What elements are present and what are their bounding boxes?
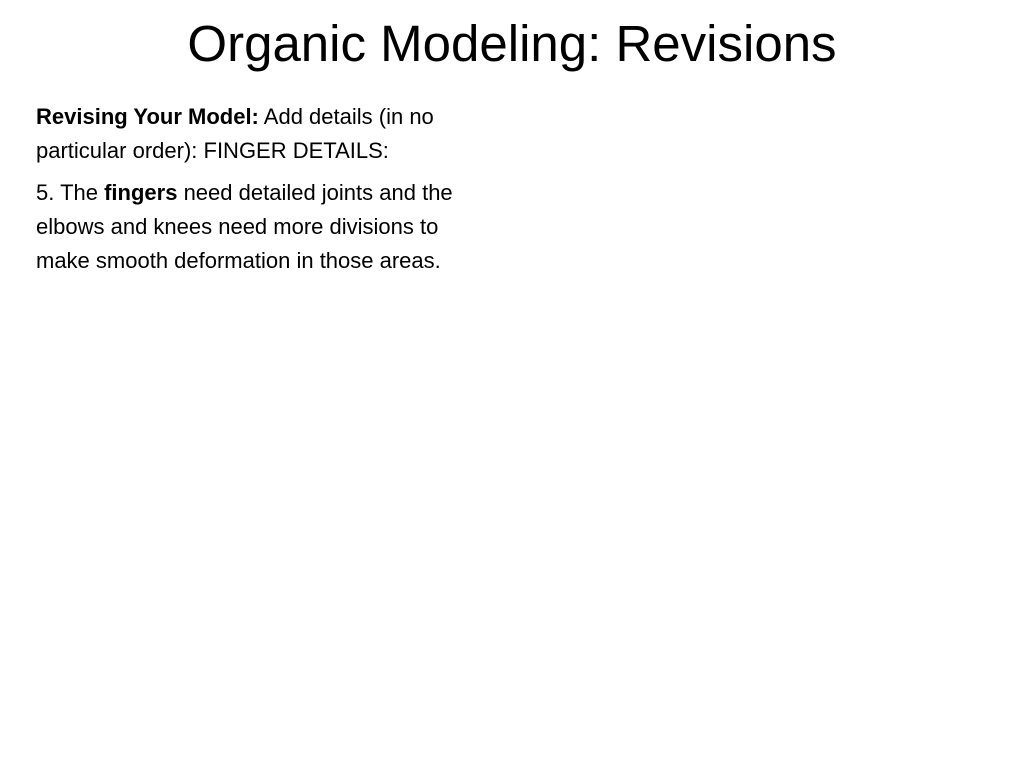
slide-body — [36, 100, 466, 286]
paragraph-text-end: need detailed joints and the elbows and knees need more divisions to make smooth deformation in those areas. — [36, 180, 453, 273]
paragraph-text: Add details (in no particular order): FINGER DETAILS: — [36, 104, 434, 163]
paragraph-fingers — [36, 176, 466, 278]
paragraph-text-start: 5. The — [36, 180, 105, 205]
paragraph-bold-word: fingers — [104, 180, 178, 205]
slide-title: Organic Modeling: Revisions — [187, 15, 837, 72]
paragraph-lead: Revising Your Model: — [36, 104, 259, 129]
paragraph-revising — [36, 100, 466, 168]
